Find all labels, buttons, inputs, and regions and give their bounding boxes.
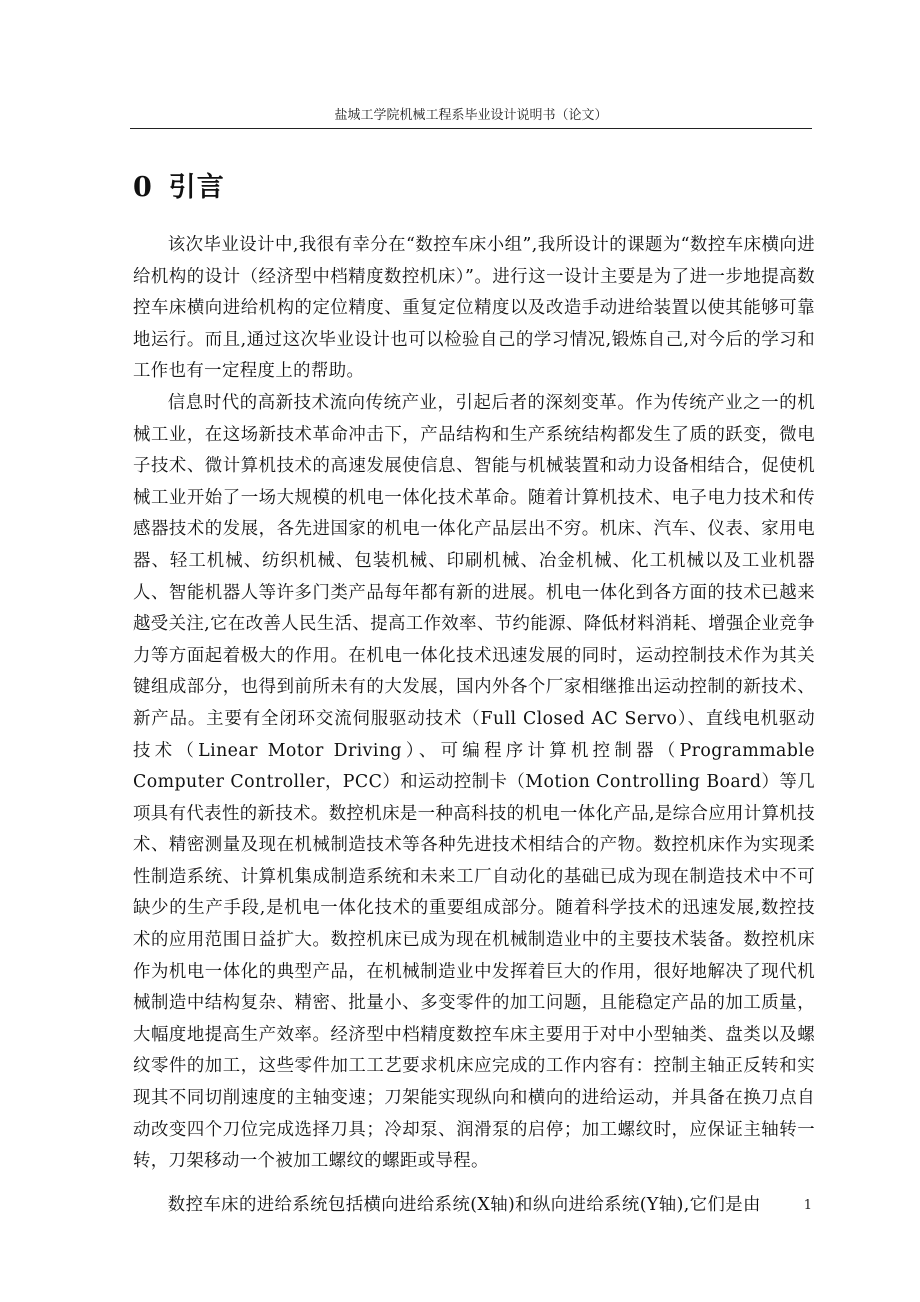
section-heading [133,168,225,208]
paragraph: 数控车床的进给系统包括横向进给系统(X轴)和纵向进给系统(Y轴),它们是由 [167,1194,761,1215]
paragraph: 该次毕业设计中,我很有幸分在“数控车床小组”,我所设计的课题为“数控车床横向进给机构的设计（经济型中档精度数控机床）”。进行这一设计主要是为了进一步地提高数控车床横向进给机构的定位精度、重复定位精度以及改造手动进给装置以使其能够可靠地运行。而且,通过这次毕业设计也可以检验自己的学习情况,锻炼自己,对今后的学习和工作也有一定程度上的帮助。 [133,235,815,382]
header-rule [130,128,812,129]
body-text [133,230,815,1221]
paragraph: 信息时代的高新技术流向传统产业，引起后者的深刻变革。作为传统产业之一的机械工业，在这场新技术革命冲击下，产品结构和生产系统结构都发生了质的跃变，微电子技术、微计算机技术的高速发展使信息、智能与机械装置和动力设备相结合，促使机械工业开始了一场大规模的机电一体化技术革命。随着计算机技术、电子电力技术和传感器技术的发展，各先进国家的机电一体化产品层出不穷。机床、汽车、仪表、家用电器、轻工机械、纺织机械、包装机械、印刷机械、冶金机械、化工机械以及工业机器人、智能机器人等许多门类产品每年都有新的进展。机电一体化到各方面的技术已越来越受关注,它在改善人民生活、提高工作效率、节约能源、降低材料消耗、增强企业竞争力等方面起着极大的作用。在机电一体化技术迅速发展的同时，运动控制技术作为其关键组成部分，也得到前所未有的大发展，国内外各个厂家相继推出运动控制的新技术、新产品。主要有全闭环交流伺服驱动技术（Full Closed AC Servo）、直线电机驱动技术（Linear Motor Driving）、可编程序计算机控制器（Programmable Computer Controller，PCC）和运动控制卡（Motion Controlling Board）等几项具有代表性的新技术。数控机床是一种高科技的机电一体化产品,是综合应用计算机技术、精密测量及现在机械制造技术等各种先进技术相结合的产物。数控机床作为实现柔性制造系统、计算机集成制造系统和未来工厂自动化的基础已成为现在制造技术中不可缺少的生产手段,是机电一体化技术的重要组成部分。随着科学技术的迅速发展,数控技术的应用范围日益扩大。数控机床已成为现在机械制造业中的主要技术装备。数控机床作为机电一体化的典型产品，在机械制造业中发挥着巨大的作用，很好地解决了现代机械制造中结构复杂、精密、批量小、多变零件的加工问题，且能稳定产品的加工质量，大幅度地提高生产效率。经济型中档精度数控车床主要用于对中小型轴类、盘类以及螺纹零件的加工，这些零件加工工艺要求机床应完成的工作内容有：控制主轴正反转和实现其不同切削速度的主轴变速；刀架能实现纵向和横向的进给运动，并具备在换刀点自动改变四个刀位完成选择刀具；冷却泵、润滑泵的启停；加工螺纹时，应保证主轴转一转，刀架移动一个被加工螺纹的螺距或导程。 [133,392,815,1172]
section-title: 引言 [168,172,225,203]
page-number: 1 [803,1198,812,1213]
page-header: 盐城工学院机械工程系毕业设计说明书（论文） [334,108,608,123]
section-number: 0 [133,172,153,203]
